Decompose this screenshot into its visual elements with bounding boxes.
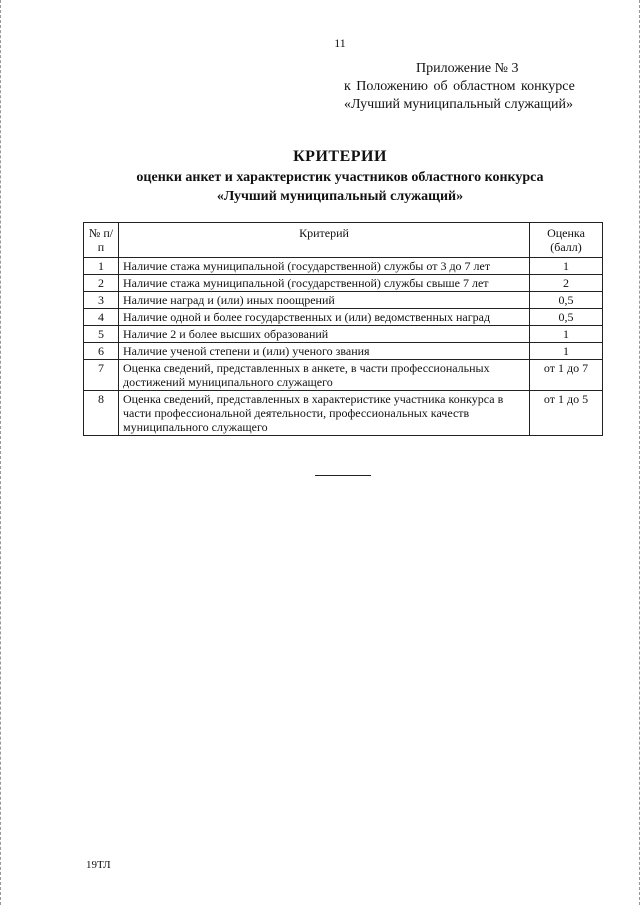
title-line-2: оценки анкет и характеристик участников областного конкурса (136, 170, 544, 185)
page-number: 11 (334, 36, 346, 50)
row-criterion: Наличие наград и (или) иных поощрений (119, 292, 530, 309)
header-criterion: Критерий (119, 223, 530, 258)
title-line-1: КРИТЕРИИ (293, 148, 387, 165)
footer-code: 19ТЛ (86, 859, 111, 871)
row-number: 3 (84, 292, 119, 309)
table-row (84, 326, 603, 343)
criteria-table-body (84, 258, 603, 436)
row-criterion: Наличие стажа муниципальной (государственной) службы от 3 до 7 лет (119, 258, 530, 275)
row-score: 2 (530, 275, 603, 292)
row-score: 0,5 (530, 309, 603, 326)
row-number: 8 (84, 391, 119, 436)
row-score: 1 (530, 326, 603, 343)
table-row (84, 391, 603, 436)
row-score: 1 (530, 258, 603, 275)
criteria-table (83, 222, 603, 436)
row-number: 7 (84, 360, 119, 391)
scan-left-edge (0, 0, 2, 905)
row-score: 1 (530, 343, 603, 360)
row-number: 5 (84, 326, 119, 343)
end-divider-line (315, 475, 371, 476)
row-criterion: Наличие стажа муниципальной (государственной) службы свыше 7 лет (119, 275, 530, 292)
header-score: Оценка (балл) (530, 223, 603, 258)
row-criterion: Наличие одной и более государственных и (или) ведомственных наград (119, 309, 530, 326)
table-row (84, 343, 603, 360)
table-row (84, 360, 603, 391)
row-number: 1 (84, 258, 119, 275)
table-row (84, 275, 603, 292)
row-number: 6 (84, 343, 119, 360)
row-number: 2 (84, 275, 119, 292)
title-line-3: «Лучший муниципальный служащий» (216, 189, 464, 204)
table-header-row (84, 223, 603, 258)
appendix-line-2: к Положению об областном конкурсе (344, 79, 575, 94)
appendix-line-3: «Лучший муниципальный служащий» (344, 97, 574, 112)
row-criterion: Оценка сведений, представленных в анкете, в части профессиональных достижений муниципального служащего (119, 360, 530, 391)
appendix-line-1: Приложение № 3 (416, 61, 519, 76)
row-score: от 1 до 5 (530, 391, 603, 436)
table-row (84, 292, 603, 309)
row-score: 0,5 (530, 292, 603, 309)
row-criterion: Наличие 2 и более высших образований (119, 326, 530, 343)
document-title (0, 146, 640, 206)
header-number: № п/п (84, 223, 119, 258)
table-row (84, 258, 603, 275)
appendix-header (320, 60, 620, 114)
criteria-table-head (84, 223, 603, 258)
row-score: от 1 до 7 (530, 360, 603, 391)
table-row (84, 309, 603, 326)
row-criterion: Оценка сведений, представленных в характеристике участника конкурса в части профессиональной деятельности, профессиональных качеств муниципального служащего (119, 391, 530, 436)
row-criterion: Наличие ученой степени и (или) ученого звания (119, 343, 530, 360)
row-number: 4 (84, 309, 119, 326)
